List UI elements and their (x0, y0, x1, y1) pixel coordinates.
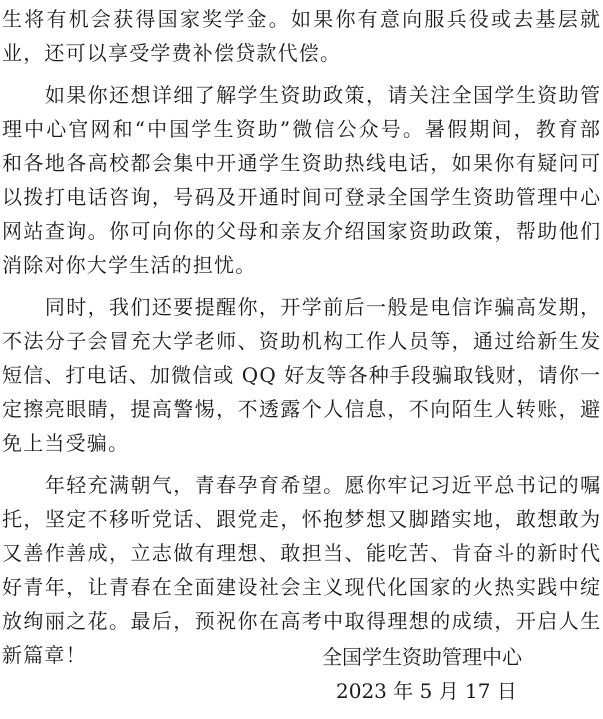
text-line: 放绚丽之花。最后，预祝你在高考中取得理想的成绩，开启人生 (2, 609, 602, 633)
text-line: 年轻充满朝气，青春孕育希望。愿你牢记习近平总书记的嘱 (2, 473, 602, 497)
text-line: 同时，我们还要提醒你，开学前后一般是电信诈骗高发期， (2, 295, 602, 319)
text-line: 短信、打电话、加微信或 QQ 好友等各种手段骗取钱财，请你一 (2, 363, 602, 387)
text-line: 网站查询。你可向你的父母和亲友介绍国家资助政策，帮助他们 (2, 219, 602, 243)
text-line: 消除对你大学生活的担忧。 (2, 253, 257, 277)
text-line: 以拨打电话咨询，号码及开通时间可登录全国学生资助管理中心 (2, 185, 602, 209)
text-line: 新篇章！ (2, 643, 87, 667)
text-line: 生将有机会获得国家奖学金。如果你有意向服兵役或去基层就 (2, 7, 603, 31)
text-line: 免上当受骗。 (2, 431, 130, 455)
text-line: 业，还可以享受学费补偿贷款代偿。 (2, 41, 342, 65)
text-line: 好青年，让青春在全面建设社会主义现代化国家的火热实践中绽 (2, 575, 602, 599)
text-line: 和各地各高校都会集中开通学生资助热线电话，如果你有疑问可 (2, 151, 602, 175)
text-line: 定擦亮眼睛，提高警惕，不透露个人信息，不向陌生人转账，避 (2, 397, 602, 421)
text-line: 托，坚定不移听党话、跟党走，怀抱梦想又脚踏实地，敢想敢为 (2, 507, 602, 531)
text-line: 如果你还想详细了解学生资助政策，请关注全国学生资助管 (2, 83, 602, 107)
signature-organization: 全国学生资助管理中心 (322, 645, 522, 669)
signature-date: 2023 年 5 月 17 日 (336, 679, 517, 703)
text-line: 不法分子会冒充大学老师、资助机构工作人员等，通过给新生发 (2, 329, 602, 353)
text-line: 理中心官网和“中国学生资助”微信公众号。暑假期间，教育部 (2, 117, 603, 141)
text-line: 又善作善成，立志做有理想、敢担当、能吃苦、肯奋斗的新时代 (2, 541, 602, 565)
